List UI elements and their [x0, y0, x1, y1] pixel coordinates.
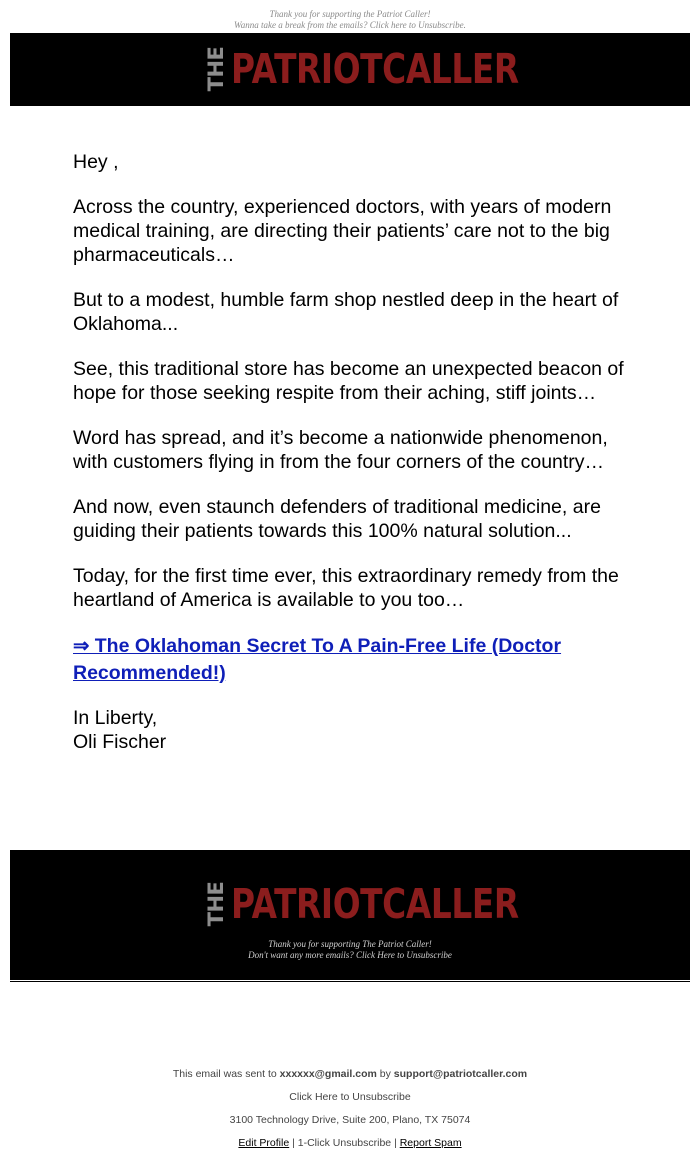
signature-text: Oli Fischer — [73, 731, 167, 753]
body-paragraph-5: And now, even staunch defenders of traditional medicine, are guiding their patients towards this 100% natural solution... — [73, 496, 601, 542]
sent-prefix: This email was sent to — [172, 1068, 277, 1080]
footer-logo-the-text: THE — [203, 881, 228, 927]
link-separator-2: | — [394, 1137, 397, 1149]
preheader-unsubscribe-link[interactable]: Wanna take a break from the emails? Click here to Unsubscribe. — [234, 20, 466, 30]
footer-thanks-line: Thank you for supporting The Patriot Caller! — [268, 939, 432, 949]
sent-by: by — [379, 1068, 391, 1080]
footer-logo-name-text: PATRIOTCALLER — [230, 880, 519, 928]
preheader-thanks: Thank you for supporting the Patriot Caller! — [269, 9, 431, 19]
postal-address: 3100 Technology Drive, Suite 200, Plano, TX 75074 — [229, 1114, 471, 1126]
greeting: Hey , — [73, 151, 119, 173]
sender-email[interactable]: support@patriotcaller.com — [393, 1068, 528, 1080]
one-click-unsubscribe-link[interactable]: 1-Click Unsubscribe — [297, 1137, 392, 1149]
cta-link[interactable]: ⇒ The Oklahoman Secret To A Pain-Free Life (Doctor Recommended!) — [73, 635, 562, 684]
email-body — [73, 150, 643, 754]
recipient-email: xxxxxx@gmail.com — [279, 1068, 377, 1080]
sent-to-line — [0, 1066, 700, 1089]
logo-the-text: THE — [203, 46, 228, 92]
footer-links — [0, 1135, 700, 1158]
report-spam-link[interactable]: Report Spam — [399, 1137, 462, 1149]
email-footer — [0, 1066, 700, 1158]
edit-profile-link[interactable]: Edit Profile — [238, 1137, 290, 1149]
body-paragraph-3: See, this traditional store has become an unexpected beacon of hope for those seeking respite from their aching, stiff joints… — [73, 358, 624, 404]
footer-unsubscribe-text[interactable]: Click Here to Unsubscribe — [289, 1091, 411, 1103]
footer-thanks — [10, 939, 690, 961]
body-paragraph-4: Word has spread, and it’s become a nationwide phenomenon, with customers flying in from the four corners of the country… — [73, 427, 608, 473]
footer-logo — [10, 882, 690, 926]
header-logo — [10, 47, 690, 91]
link-separator: | — [292, 1137, 295, 1149]
footer-logo-banner — [10, 850, 690, 980]
body-paragraph-1: Across the country, experienced doctors, with years of modern medical training, are directing their patients’ care not to the big pharmaceuticals… — [73, 196, 612, 266]
signoff-text: In Liberty, — [73, 707, 158, 729]
body-paragraph-6: Today, for the first time ever, this extraordinary remedy from the heartland of America is available to you too… — [73, 565, 619, 611]
footer-divider — [10, 981, 690, 982]
body-paragraph-2: But to a modest, humble farm shop nestled deep in the heart of Oklahoma... — [73, 289, 619, 335]
footer-unsubscribe-link[interactable]: Don't want any more emails? Click Here to Unsubscribe — [248, 950, 452, 960]
logo-name-text: PATRIOTCALLER — [230, 45, 519, 93]
signoff — [73, 706, 643, 754]
preheader — [0, 9, 700, 31]
header-logo-banner — [10, 33, 690, 106]
